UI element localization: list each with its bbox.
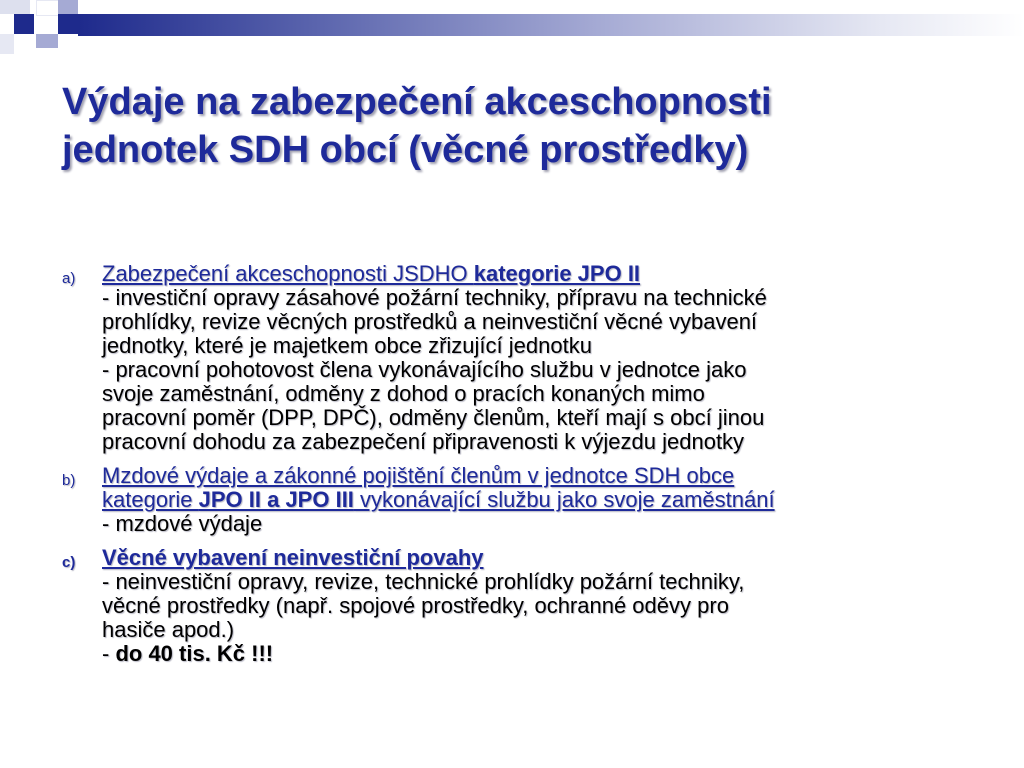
slide-title-line2: jednotek SDH obcí (věcné prostředky) xyxy=(62,129,749,171)
decor-square-1 xyxy=(0,0,30,14)
item-c-last-prefix: - xyxy=(102,641,116,666)
slide-title-line1: Výdaje na zabezpečení akceschopnosti xyxy=(62,81,772,123)
decor-square-3 xyxy=(36,0,60,16)
item-marker-b: b) xyxy=(62,472,76,489)
decor-square-2 xyxy=(14,14,34,34)
item-c-line: hasiče apod.) xyxy=(102,617,235,642)
header-gradient-bar xyxy=(78,14,1024,36)
item-c-heading-link[interactable]: Věcné vybavení neinvestiční povahy xyxy=(102,545,484,570)
decor-square-5 xyxy=(0,34,14,54)
decor-square-4 xyxy=(58,0,78,14)
item-a-line: pracovní poměr (DPP, DPČ), odměny členům, kteří mají s obcí jinou xyxy=(102,405,765,430)
item-marker-c: c) xyxy=(62,554,76,571)
item-a-line: pracovní dohodu za zabezpečení připravenosti k výjezdu jednotky xyxy=(102,429,745,454)
item-b-heading-part1: kategorie xyxy=(102,487,199,512)
item-b-heading-link-1[interactable]: Mzdové výdaje a zákonné pojištění členům v jednotce SDH obce xyxy=(102,463,735,488)
item-b-line: - mzdové výdaje xyxy=(102,511,263,536)
item-a-line: - investiční opravy zásahové požární techniky, přípravu na technické xyxy=(102,285,767,310)
item-c-line: věcné prostředky (např. spojové prostředky, ochranné oděvy pro xyxy=(102,593,729,618)
item-c-heading[interactable] xyxy=(102,546,972,570)
item-a-heading[interactable] xyxy=(102,262,972,286)
item-a-heading-link[interactable] xyxy=(102,261,640,286)
item-marker-a: a) xyxy=(62,270,76,287)
item-b-heading-part2: vykonávající službu jako svoje zaměstnání xyxy=(353,487,775,512)
item-b-heading-line1[interactable] xyxy=(102,464,972,488)
list-item-b xyxy=(62,464,972,536)
list-item-a xyxy=(62,262,972,454)
item-a-line: jednotky, které je majetkem obce zřizující jednotku xyxy=(102,333,592,358)
decor-square-7 xyxy=(58,14,78,34)
decor-square-6 xyxy=(36,34,58,48)
item-b-heading-link-2[interactable] xyxy=(102,487,775,512)
item-c-emphasis: do 40 tis. Kč !!! xyxy=(115,641,274,666)
slide-title xyxy=(62,78,962,174)
item-a-line: - pracovní pohotovost člena vykonávajícího službu v jednotce jako xyxy=(102,357,747,382)
slide-content xyxy=(62,262,972,676)
item-a-line: prohlídky, revize věcných prostředků a neinvestiční věcné vybavení xyxy=(102,309,758,334)
item-a-heading-bold: kategorie JPO II xyxy=(473,261,641,286)
list-item-c xyxy=(62,546,972,666)
item-a-line: svoje zaměstnání, odměny z dohod o pracích konaných mimo xyxy=(102,381,705,406)
item-b-heading-line2[interactable] xyxy=(102,488,972,512)
item-a-heading-plain: Zabezpečení akceschopnosti JSDHO xyxy=(102,261,474,286)
item-c-last-line xyxy=(102,642,972,666)
item-b-heading-bold: JPO II a JPO III xyxy=(198,487,354,512)
item-c-line: - neinvestiční opravy, revize, technické prohlídky požární techniky, xyxy=(102,569,745,594)
